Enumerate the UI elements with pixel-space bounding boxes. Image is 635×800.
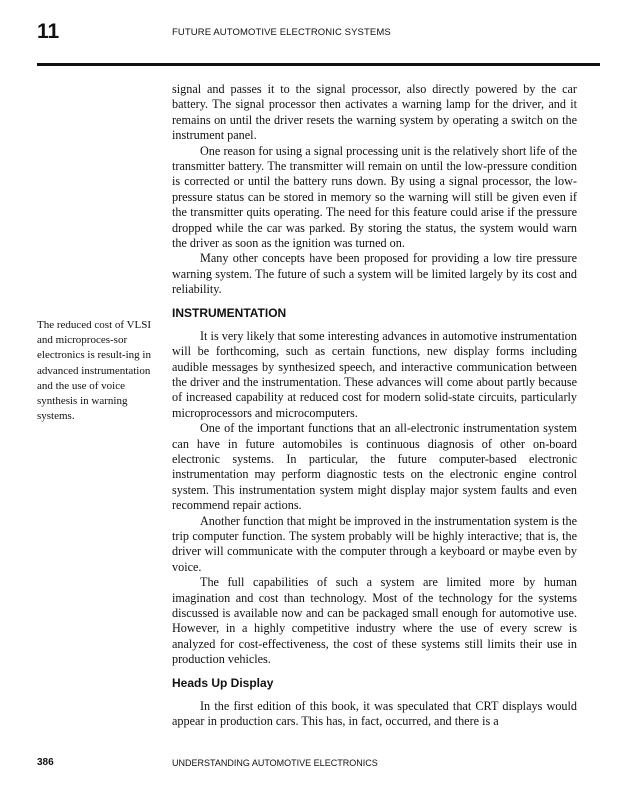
chapter-number: 11 [37,20,60,43]
margin-note: The reduced cost of VLSI and microproces-sor electronics is result-ing in advanced instrumentation and the use of voice synthesis in warning systems. [37,319,152,423]
paragraph: It is very likely that some interesting advances in automotive instrumentation will be forthcoming, such as certain functions, new display forms including audible messages by synthesized speech, and interactive communication between the driver and the instrumentation. These advances will come about partly because of increased capability at reduced cost for modern solid-state circuits, particularly microprocessors and microcomputers. [172,328,577,420]
paragraph: Another function that might be improved in the instrumentation system is the trip computer function. The system probably will be highly interactive; that is, the driver will communicate with the computer through a keyboard or maybe even by voice. [172,513,577,574]
paragraph: In the first edition of this book, it was speculated that CRT displays would appear in production cars. This has, in fact, occurred, and there is a [172,698,577,729]
subsection-heading-hud: Heads Up Display [172,675,274,690]
paragraph: Many other concepts have been proposed for providing a low tire pressure warning system. The future of such a system will be limited largely by its cost and reliability. [172,251,577,297]
running-header-title: FUTURE AUTOMOTIVE ELECTRONIC SYSTEMS [172,27,391,38]
header-rule [37,63,600,66]
section-heading-instrumentation: INSTRUMENTATION [172,305,287,320]
page-number: 386 [37,757,54,768]
body-text [172,82,577,729]
paragraph: One of the important functions that an all-electronic instrumentation system can have in future automobiles is continuous diagnosis of other on-board electronic systems. In particular, the future computer-based electronic instrumentation may perform diagnostic tests on the electronic engine control system. This instrumentation system might display major system faults and even recommend repair actions. [172,421,577,513]
paragraph: The full capabilities of such a system are limited more by human imagination and cost than technology. Most of the technology for the systems discussed is available now and can be packaged small enough for automotive use. However, in a highly competitive industry where the use of every screw is analyzed for cost-effectiveness, the cost of these systems still limits their use in production vehicles. [172,575,577,667]
paragraph: signal and passes it to the signal processor, also directly powered by the car battery. The signal processor then activates a warning lamp for the driver, and it remains on until the driver resets the warning system by operating a switch on the instrument panel. [172,82,577,143]
running-footer-title: UNDERSTANDING AUTOMOTIVE ELECTRONICS [172,758,378,768]
paragraph: One reason for using a signal processing unit is the relatively short life of the transmitter battery. The transmitter will remain on until the low-pressure condition is corrected or until the battery runs down. By using a signal processor, the low-pressure status can be stored in memory so the warning will still be given even if the transmitter quits operating. The need for this feature could arise if the pressure dropped while the car was parked. By storing the status, the system would warn the driver as soon as the ignition was turned on. [172,143,577,251]
